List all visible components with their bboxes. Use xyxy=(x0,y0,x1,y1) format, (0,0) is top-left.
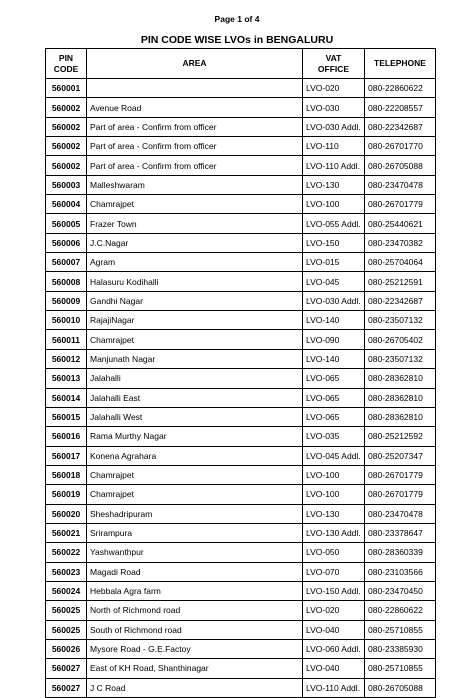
area-cell: Magadi Road xyxy=(87,562,303,581)
table-row xyxy=(46,659,436,678)
table-row xyxy=(46,485,436,504)
telephone-cell: 080-28360339 xyxy=(365,543,436,562)
table-row xyxy=(46,272,436,291)
header-area: AREA xyxy=(87,49,303,79)
vat-office-cell: LVO-100 xyxy=(303,485,365,504)
table-row xyxy=(46,446,436,465)
pin-code-cell: 560002 xyxy=(46,137,87,156)
header-pin-code xyxy=(46,49,87,79)
area-cell: Frazer Town xyxy=(87,214,303,233)
area-cell: Chamrajpet xyxy=(87,330,303,349)
vat-office-cell: LVO-110 Addl. xyxy=(303,156,365,175)
header-vat-office xyxy=(303,49,365,79)
pin-code-cell: 560020 xyxy=(46,504,87,523)
telephone-cell: 080-25212592 xyxy=(365,427,436,446)
table-row xyxy=(46,427,436,446)
vat-office-cell: LVO-045 Addl. xyxy=(303,446,365,465)
table-row xyxy=(46,214,436,233)
telephone-cell: 080-22208557 xyxy=(365,98,436,117)
vat-office-cell: LVO-140 xyxy=(303,311,365,330)
telephone-cell: 080-26701770 xyxy=(365,137,436,156)
vat-office-cell: LVO-045 xyxy=(303,272,365,291)
area-cell: North of Richmond road xyxy=(87,601,303,620)
telephone-cell: 080-28362810 xyxy=(365,369,436,388)
pin-code-cell: 560001 xyxy=(46,79,87,98)
table-row xyxy=(46,601,436,620)
area-cell: Manjunath Nagar xyxy=(87,349,303,368)
vat-office-cell: LVO-050 xyxy=(303,543,365,562)
area-cell: RajajiNagar xyxy=(87,311,303,330)
pin-code-cell: 560019 xyxy=(46,485,87,504)
vat-office-cell: LVO-030 Addl. xyxy=(303,117,365,136)
pin-code-cell: 560002 xyxy=(46,117,87,136)
pin-code-cell: 560004 xyxy=(46,195,87,214)
vat-office-cell: LVO-110 xyxy=(303,137,365,156)
table-row xyxy=(46,388,436,407)
telephone-cell: 080-25207347 xyxy=(365,446,436,465)
vat-office-cell: LVO-065 xyxy=(303,407,365,426)
area-cell: Halasuru Kodihalli xyxy=(87,272,303,291)
pin-code-cell: 560010 xyxy=(46,311,87,330)
vat-office-cell: LVO-100 xyxy=(303,465,365,484)
vat-office-cell: LVO-015 xyxy=(303,253,365,272)
table-row xyxy=(46,98,436,117)
table-row xyxy=(46,117,436,136)
vat-office-cell: LVO-090 xyxy=(303,330,365,349)
vat-office-cell: LVO-020 xyxy=(303,601,365,620)
pin-code-table xyxy=(45,48,436,698)
pin-code-cell: 560018 xyxy=(46,465,87,484)
telephone-cell: 080-26701779 xyxy=(365,195,436,214)
telephone-cell: 080-23507132 xyxy=(365,311,436,330)
telephone-cell: 080-23507132 xyxy=(365,349,436,368)
area-cell: J.C.Nagar xyxy=(87,233,303,252)
area-cell: Jalahalli West xyxy=(87,407,303,426)
table-body xyxy=(46,79,436,698)
telephone-cell: 080-22342687 xyxy=(365,291,436,310)
table-row xyxy=(46,175,436,194)
table-row xyxy=(46,195,436,214)
area-cell: Part of area - Confirm from officer xyxy=(87,117,303,136)
area-cell: Rama Murthy Nagar xyxy=(87,427,303,446)
table-row xyxy=(46,465,436,484)
vat-office-cell: LVO-065 xyxy=(303,388,365,407)
pin-code-cell: 560011 xyxy=(46,330,87,349)
page-number: Page 1 of 4 xyxy=(214,14,260,24)
vat-office-cell: LVO-130 xyxy=(303,175,365,194)
pin-code-cell: 560022 xyxy=(46,543,87,562)
telephone-cell: 080-22860622 xyxy=(365,601,436,620)
table-row xyxy=(46,349,436,368)
area-cell: Jalahalli xyxy=(87,369,303,388)
header-vat-line2: OFFICE xyxy=(317,63,350,74)
telephone-cell: 080-26701779 xyxy=(365,485,436,504)
telephone-cell: 080-23470478 xyxy=(365,175,436,194)
pin-code-cell: 560002 xyxy=(46,98,87,117)
pin-code-cell: 560012 xyxy=(46,349,87,368)
table-row xyxy=(46,639,436,658)
pin-code-cell: 560024 xyxy=(46,581,87,600)
pin-code-cell: 560025 xyxy=(46,620,87,639)
area-cell: Agram xyxy=(87,253,303,272)
table-row xyxy=(46,620,436,639)
area-cell: Avenue Road xyxy=(87,98,303,117)
telephone-cell: 080-23103566 xyxy=(365,562,436,581)
pin-code-cell: 560003 xyxy=(46,175,87,194)
vat-office-cell: LVO-130 Addl. xyxy=(303,523,365,542)
table-header-row xyxy=(46,49,436,79)
area-cell: East of KH Road, Shanthinagar xyxy=(87,659,303,678)
area-cell: Malleshwaram xyxy=(87,175,303,194)
table-row xyxy=(46,562,436,581)
telephone-cell: 080-22342687 xyxy=(365,117,436,136)
pin-code-cell: 560006 xyxy=(46,233,87,252)
telephone-cell: 080-25212591 xyxy=(365,272,436,291)
pin-code-cell: 560016 xyxy=(46,427,87,446)
table-row xyxy=(46,523,436,542)
table-row xyxy=(46,543,436,562)
header-pin-line2: CODE xyxy=(53,63,79,74)
vat-office-cell: LVO-150 Addl. xyxy=(303,581,365,600)
pin-code-cell: 560002 xyxy=(46,156,87,175)
vat-office-cell: LVO-150 xyxy=(303,233,365,252)
area-cell: Srirampura xyxy=(87,523,303,542)
header-vat-line1: VAT xyxy=(325,52,342,63)
pin-code-cell: 560008 xyxy=(46,272,87,291)
table-row xyxy=(46,291,436,310)
vat-office-cell: LVO-030 xyxy=(303,98,365,117)
area-cell: Part of area - Confirm from officer xyxy=(87,137,303,156)
area-cell: J C Road xyxy=(87,678,303,697)
area-cell: Gandhi Nagar xyxy=(87,291,303,310)
table-row xyxy=(46,330,436,349)
vat-office-cell: LVO-065 xyxy=(303,369,365,388)
pin-code-cell: 560027 xyxy=(46,678,87,697)
telephone-cell: 080-23470382 xyxy=(365,233,436,252)
pin-code-cell: 560027 xyxy=(46,659,87,678)
pin-code-cell: 560023 xyxy=(46,562,87,581)
table-row xyxy=(46,79,436,98)
telephone-cell: 080-23470450 xyxy=(365,581,436,600)
vat-office-cell: LVO-060 Addl. xyxy=(303,639,365,658)
telephone-cell: 080-26701779 xyxy=(365,465,436,484)
telephone-cell: 080-23470478 xyxy=(365,504,436,523)
document-title: PIN CODE WISE LVOs in BENGALURU xyxy=(140,34,334,46)
vat-office-cell: LVO-110 Addl. xyxy=(303,678,365,697)
pin-code-cell: 560017 xyxy=(46,446,87,465)
telephone-cell: 080-26705088 xyxy=(365,156,436,175)
pin-code-cell: 560005 xyxy=(46,214,87,233)
header-pin-line1: PIN xyxy=(58,52,74,63)
area-cell xyxy=(87,79,303,98)
table-row xyxy=(46,407,436,426)
pin-code-cell: 560007 xyxy=(46,253,87,272)
area-cell: Chamrajpet xyxy=(87,485,303,504)
table-row xyxy=(46,504,436,523)
telephone-cell: 080-23378647 xyxy=(365,523,436,542)
telephone-cell: 080-25710855 xyxy=(365,620,436,639)
vat-office-cell: LVO-130 xyxy=(303,504,365,523)
telephone-cell: 080-28362810 xyxy=(365,388,436,407)
vat-office-cell: LVO-055 Addl. xyxy=(303,214,365,233)
table-row xyxy=(46,253,436,272)
telephone-cell: 080-22860622 xyxy=(365,79,436,98)
telephone-cell: 080-26705088 xyxy=(365,678,436,697)
area-cell: Konena Agrahara xyxy=(87,446,303,465)
area-cell: Jalahalli East xyxy=(87,388,303,407)
area-cell: Yashwanthpur xyxy=(87,543,303,562)
vat-office-cell: LVO-070 xyxy=(303,562,365,581)
area-cell: South of Richmond road xyxy=(87,620,303,639)
vat-office-cell: LVO-020 xyxy=(303,79,365,98)
header-telephone: TELEPHONE xyxy=(365,49,436,79)
area-cell: Chamrajpet xyxy=(87,195,303,214)
telephone-cell: 080-23385930 xyxy=(365,639,436,658)
vat-office-cell: LVO-030 Addl. xyxy=(303,291,365,310)
vat-office-cell: LVO-040 xyxy=(303,620,365,639)
pin-code-cell: 560026 xyxy=(46,639,87,658)
area-cell: Hebbala Agra farm xyxy=(87,581,303,600)
vat-office-cell: LVO-100 xyxy=(303,195,365,214)
table-row xyxy=(46,581,436,600)
telephone-cell: 080-26705402 xyxy=(365,330,436,349)
area-cell: Sheshadripuram xyxy=(87,504,303,523)
table-row xyxy=(46,156,436,175)
pin-code-cell: 560013 xyxy=(46,369,87,388)
table-row xyxy=(46,311,436,330)
area-cell: Mysore Road - G.E.Factoy xyxy=(87,639,303,658)
table-row xyxy=(46,137,436,156)
table-row xyxy=(46,678,436,697)
pin-code-cell: 560021 xyxy=(46,523,87,542)
area-cell: Chamrajpet xyxy=(87,465,303,484)
pin-code-cell: 560014 xyxy=(46,388,87,407)
pin-code-cell: 560025 xyxy=(46,601,87,620)
vat-office-cell: LVO-035 xyxy=(303,427,365,446)
telephone-cell: 080-28362810 xyxy=(365,407,436,426)
telephone-cell: 080-25704064 xyxy=(365,253,436,272)
telephone-cell: 080-25440621 xyxy=(365,214,436,233)
vat-office-cell: LVO-040 xyxy=(303,659,365,678)
table-row xyxy=(46,233,436,252)
table-row xyxy=(46,369,436,388)
pin-code-cell: 560009 xyxy=(46,291,87,310)
telephone-cell: 080-25710855 xyxy=(365,659,436,678)
vat-office-cell: LVO-140 xyxy=(303,349,365,368)
area-cell: Part of area - Confirm from officer xyxy=(87,156,303,175)
pin-code-cell: 560015 xyxy=(46,407,87,426)
